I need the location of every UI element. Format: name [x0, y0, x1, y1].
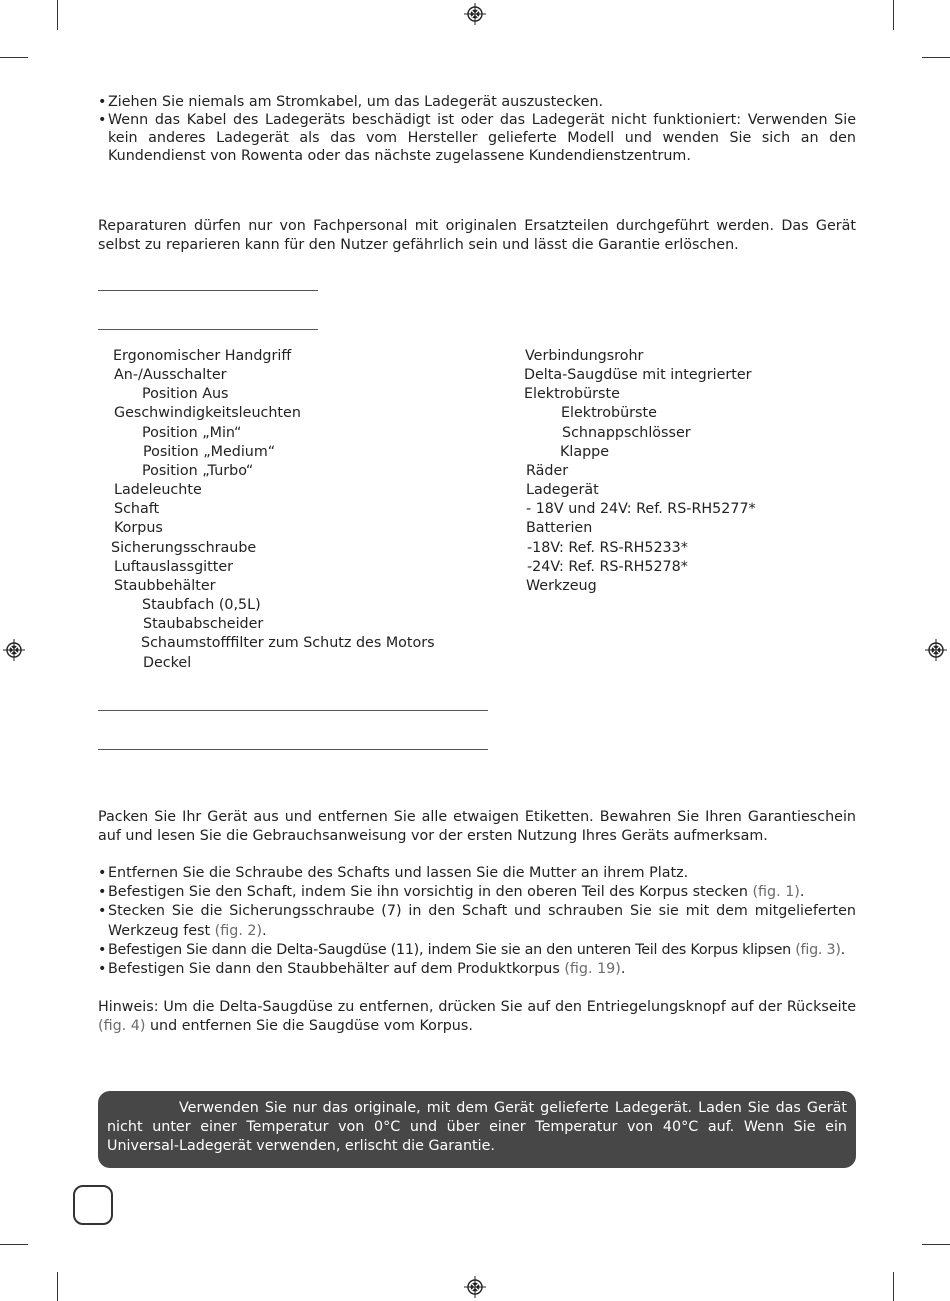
repair-paragraph: Reparaturen dürfen nur von Fachpersonal mit originalen Ersatzteilen durchgeführt werden. Das Gerät selbst zu reparieren kann für den Nutzer gefährlich sein und lässt die Garantie erlöschen. — [98, 218, 856, 253]
page-number-box — [73, 1185, 113, 1225]
part-item: Batterien — [526, 520, 593, 537]
step-text: Stecken Sie die Sicherungsschraube (7) in den Schaft und schrauben Sie sie mit dem mitgelieferten Werkzeug fest — [108, 903, 856, 939]
part-subitem: Position „Min“ — [142, 424, 242, 441]
figure-reference: (fig. 19) — [564, 961, 621, 978]
step-text: Befestigen Sie den Schaft, indem Sie ihn vorsichtig in den oberen Teil des Korpus stecken — [108, 884, 748, 901]
part-subitem: Schnappschlösser — [562, 424, 691, 441]
part-subitem: Staubfach (0,5L) — [142, 597, 261, 614]
part-subitem: Position „Turbo“ — [142, 462, 254, 479]
crop-mark — [893, 1272, 894, 1301]
part-subitem: Staubabscheider — [143, 616, 264, 633]
warning-text: Verwenden Sie nur das originale, mit dem Gerät gelieferte Ladegerät. Laden Sie das Gerät nicht unter einer Temperatur von 0°C und über einer Temperatur von 40°C auf. Wenn Sie ein Universal-Ladegerät verwenden, erlischt die Garantie. — [107, 1100, 847, 1154]
hint-text-end: und entfernen Sie die Saugdüse vom Korpus. — [149, 1018, 473, 1034]
figure-reference: (fig. 1) — [752, 884, 800, 901]
crop-mark — [57, 1272, 58, 1301]
assembly-step: • Stecken Sie die Sicherungsschraube (7) in den Schaft und schrauben Sie sie mit dem mitgelieferten Werkzeug fest (fig. 2). — [98, 902, 856, 940]
part-item: -18V: Ref. RS-RH5233* — [527, 539, 688, 556]
crop-mark — [922, 57, 950, 58]
crop-mark — [0, 57, 28, 58]
assembly-step: • Befestigen Sie dann den Staubbehälter auf dem Produktkorpus (fig. 19). — [98, 960, 856, 979]
step-text: Befestigen Sie dann den Staubbehälter auf dem Produktkorpus — [108, 961, 560, 978]
part-subitem: Schaumstofffilter zum Schutz des Motors — [141, 635, 435, 652]
hint-paragraph — [98, 998, 856, 1036]
part-item: Ergonomischer Handgriff — [113, 348, 292, 364]
part-item: Räder — [526, 462, 569, 479]
bullet-item: • Wenn das Kabel des Ladegeräts beschädigt ist oder das Ladegerät nicht funktioniert: Verwenden Sie kein anderes Ladegerät als das vom Hersteller gelieferte Modell und wenden Sie sich an den Kundendienst von Rowenta oder das nächste zugelassene Kundendienstzentrum. — [98, 111, 856, 165]
part-item: Korpus — [114, 520, 163, 537]
parts-list-left — [110, 347, 435, 673]
section-divider — [98, 290, 318, 291]
section-divider — [98, 710, 488, 711]
registration-mark-icon — [464, 1276, 486, 1298]
part-item: An-/Ausschalter — [114, 367, 227, 384]
registration-mark-icon — [3, 639, 25, 661]
assembly-steps-list — [98, 864, 856, 979]
registration-mark-icon — [464, 3, 486, 25]
crop-mark — [922, 1244, 950, 1245]
unpack-paragraph: Packen Sie Ihr Gerät aus und entfernen Sie alle etwaigen Etiketten. Bewahren Sie Ihren Garantieschein auf und lesen Sie die Gebrauchsanweisung vor der ersten Nutzung Ihres Geräts aufmerksam. — [98, 809, 856, 844]
bullet-item: • Ziehen Sie niemals am Stromkabel, um das Ladegerät auszustecken. — [98, 93, 856, 111]
registration-mark-icon — [925, 639, 947, 661]
charger-warning-box — [98, 1091, 856, 1168]
part-subitem: Klappe — [560, 443, 610, 460]
parts-list-right — [523, 347, 756, 596]
part-item: Elektrobürste — [524, 386, 620, 403]
assembly-step: • Befestigen Sie dann die Delta-Saugdüse (11), indem Sie sie an den unteren Teil des Korpus klipsen (fig. 3). — [98, 941, 856, 960]
part-item: Schaft — [114, 501, 160, 518]
crop-mark — [0, 1244, 28, 1245]
step-text: Befestigen Sie dann die Delta-Saugdüse (11), indem Sie sie an den unteren Teil des Korpus klipsen — [108, 941, 791, 958]
part-item: Staubbehälter — [114, 577, 216, 594]
part-item: Werkzeug — [526, 577, 597, 594]
crop-mark — [57, 0, 58, 30]
figure-reference: (fig. 3) — [795, 941, 841, 958]
part-item: Ladeleuchte — [114, 482, 202, 499]
part-item: Verbindungsrohr — [525, 348, 644, 364]
part-item: Luftauslassgitter — [114, 558, 233, 575]
figure-reference: (fig. 2) — [214, 922, 263, 939]
part-subitem: Elektrobürste — [561, 405, 657, 422]
part-item: -24V: Ref. RS-RH5278* — [527, 558, 688, 575]
part-item: Geschwindigkeitsleuchten — [114, 405, 301, 422]
part-item: Ladegerät — [526, 482, 599, 499]
part-item: Sicherungsschraube — [111, 539, 257, 556]
section-divider — [98, 749, 488, 750]
section-divider — [98, 329, 318, 330]
crop-mark — [893, 0, 894, 30]
part-subitem: Deckel — [143, 654, 192, 671]
figure-reference: (fig. 4) — [98, 1018, 146, 1034]
step-text: Entfernen Sie die Schraube des Schafts und lassen Sie die Mutter an ihrem Platz. — [108, 865, 689, 881]
safety-bullet-list — [98, 93, 856, 165]
assembly-step — [98, 864, 856, 883]
part-subitem: Position Aus — [142, 386, 229, 403]
part-item: - 18V und 24V: Ref. RS-RH5277* — [526, 501, 756, 518]
hint-text: Hinweis: Um die Delta-Saugdüse zu entfernen, drücken Sie auf den Entriegelungsknopf auf der Rückseite — [98, 999, 856, 1015]
part-item: Delta-Saugdüse mit integrierter — [524, 367, 752, 384]
assembly-step: • Befestigen Sie den Schaft, indem Sie ihn vorsichtig in den oberen Teil des Korpus stecken (fig. 1). — [98, 883, 856, 902]
part-subitem: Position „Medium“ — [143, 443, 276, 460]
